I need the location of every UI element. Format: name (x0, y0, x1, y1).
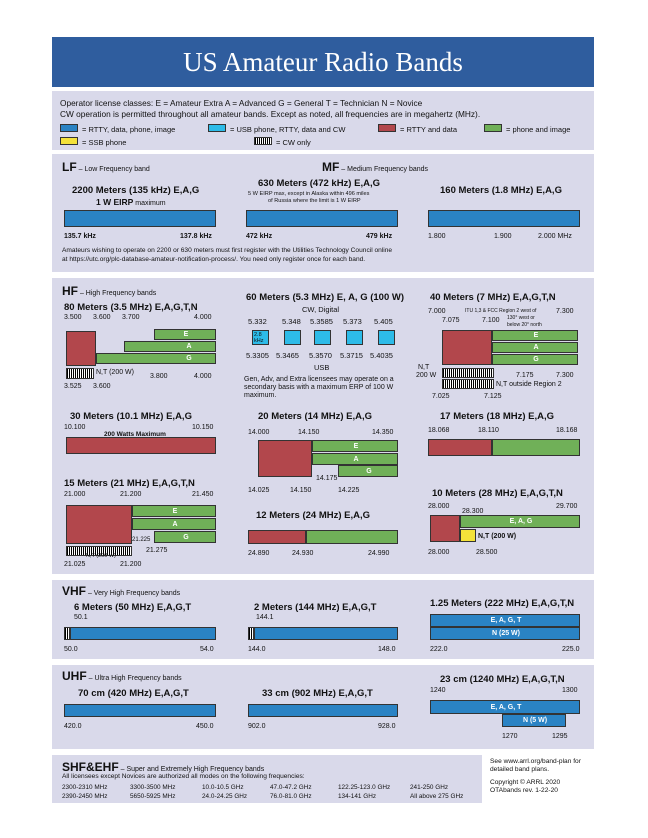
legend-swatch-blue (60, 124, 78, 132)
band-40m-segment (492, 330, 578, 341)
freq-label: 24.990 (368, 550, 390, 557)
band-2200m-title: 2200 Meters (135 kHz) E,A,G (72, 185, 200, 196)
cw-note-text: CW operation is permitted throughout all amateur bands. Except as noted, all frequencies are in megahertz (MHz). (60, 109, 481, 119)
band-60m-note: Gen, Adv, and Extra licensees may operate on a (244, 376, 394, 383)
freq-label: 14.150 (298, 429, 320, 436)
band-10m-segment (430, 515, 460, 542)
freq-label: 5.405 (374, 317, 393, 326)
band-40m-cw-segment (442, 379, 494, 389)
band-2200m-power-suffix: maximum (133, 200, 166, 207)
band-20m-segment (258, 440, 312, 477)
freq-label: 54.0 (200, 646, 214, 653)
freq-label: 7.175 (516, 372, 534, 379)
freq-label: 5.3570 (309, 351, 332, 360)
freq-label: 21.225 (132, 537, 151, 543)
band-60m-note: secondary basis with a maximum ERP of 100 W (244, 384, 394, 391)
freq-label: 14.175 (316, 475, 338, 482)
legend-swatch-hatch (254, 137, 272, 145)
band-23cm-novice: N (5 W) (522, 717, 548, 724)
freq-label: 1295 (552, 733, 568, 740)
class-letter: G (533, 356, 539, 363)
freq-label: 14.025 (248, 487, 270, 494)
freq-label: 18.168 (556, 427, 578, 434)
class-letter: A (533, 344, 539, 351)
freq-label: 21.200 (120, 491, 142, 498)
freq-label: 137.8 kHz (180, 233, 212, 240)
shf-freq: 3300-3500 MHz (130, 784, 176, 791)
shf-freq: 2390-2450 MHz (62, 793, 108, 800)
freq-label: 21.025 (64, 561, 86, 568)
band-6m-title: 6 Meters (50 MHz) E,A,G,T (74, 602, 192, 613)
freq-label: 144.1 (256, 614, 274, 621)
class-letter: A (172, 521, 178, 528)
band-40m-nt: N,T (418, 364, 430, 371)
band-60m-bandwidth: 2.8 kHz (254, 332, 264, 344)
freq-label: 3.700 (122, 314, 140, 321)
band-30m-title: 30 Meters (10.1 MHz) E,A,G (70, 411, 192, 422)
license-classes-text: Operator license classes: E = Amateur Extra A = Advanced G = General T = Technician N = Novice (60, 98, 423, 108)
vhf-desc: – Very High Frequency bands (86, 590, 181, 597)
band-80m-segment (66, 331, 96, 366)
legend-label: = RTTY and data (400, 125, 458, 134)
band-80m-cw-segment (66, 368, 94, 379)
band-15m-nt: N,T (200 W) (86, 553, 116, 559)
band-12m-title: 12 Meters (24 MHz) E,A,G (256, 510, 371, 521)
freq-label: 7.075 (442, 317, 460, 324)
freq-label: 7.300 (556, 372, 574, 379)
freq-label: 7.125 (484, 393, 502, 400)
uhf-heading (62, 669, 182, 683)
band-17m-segment (492, 439, 580, 456)
class-letter: G (186, 355, 192, 362)
freq-label: 3.525 (64, 383, 82, 390)
band-125m-segment (430, 627, 580, 640)
band-125m-segment (430, 614, 580, 627)
freq-label: 2.000 MHz (538, 233, 572, 240)
shf-freq: 122.25-123.0 GHz (338, 784, 391, 791)
band-33cm-bar (248, 704, 398, 717)
shf-freq: All above 275 GHz (410, 793, 464, 800)
mf-label: MF (322, 160, 340, 174)
freq-label: 21.275 (146, 547, 168, 554)
legend-label: = SSB phone (82, 138, 127, 147)
freq-label: 14.000 (248, 429, 270, 436)
freq-label: 21.450 (192, 491, 214, 498)
band-160m-title: 160 Meters (1.8 MHz) E,A,G (440, 185, 562, 196)
band-2200m-bar (64, 210, 216, 227)
freq-label: 21.200 (120, 561, 142, 568)
band-80m-segment (96, 353, 216, 364)
freq-label: 5.3585 (310, 317, 333, 326)
shf-freq: 5650-5925 MHz (130, 793, 176, 800)
band-23cm-segment (502, 714, 566, 727)
shf-freq: 24.0-24.25 GHz (202, 793, 248, 800)
freq-label: 3.800 (150, 373, 168, 380)
band-2m-bar (254, 627, 398, 640)
freq-label: 3.500 (64, 314, 82, 321)
freq-label: 928.0 (378, 723, 396, 730)
band-33cm-title: 33 cm (902 MHz) E,A,G,T (262, 688, 373, 699)
freq-label: 5.373 (343, 317, 362, 326)
class-letter: E (172, 508, 178, 515)
band-10m-segment (460, 515, 580, 528)
hf-heading (62, 284, 156, 298)
freq-label: 144.0 (248, 646, 266, 653)
shf-freq: 241-250 GHz (410, 784, 449, 791)
freq-label: 7.025 (432, 393, 450, 400)
legend-label: = CW only (276, 138, 311, 147)
freq-label: 5.348 (282, 317, 301, 326)
freq-label: 14.350 (372, 429, 394, 436)
freq-label: 28.000 (428, 549, 450, 556)
band-40m-itu-note: below 20° north (507, 322, 542, 328)
band-23cm-classes: E, A, G, T (490, 704, 522, 711)
band-40m-segment (492, 342, 578, 353)
band-23cm-segment (430, 700, 580, 714)
band-15m-segment (66, 505, 132, 544)
band-15m-segment (132, 518, 216, 530)
band-10m-title: 10 Meters (28 MHz) E,A,G,T,N (432, 488, 563, 499)
freq-label: 50.0 (64, 646, 78, 653)
band-12m-segment (248, 530, 306, 544)
band-30m-bar (66, 437, 216, 454)
freq-label: 902.0 (248, 723, 266, 730)
band-60m-channel (314, 330, 331, 345)
vhf-heading (62, 584, 180, 598)
legend-label: = phone and image (506, 125, 571, 134)
band-20m-segment (312, 440, 398, 452)
freq-label: 1.900 (494, 233, 512, 240)
shf-desc: – Super and Extremely High Frequency bands (118, 766, 265, 773)
band-40m-title: 40 Meters (7 MHz) E,A,G,T,N (430, 292, 556, 303)
shf-freq: 47.0-47.2 GHz (270, 784, 312, 791)
registration-note: at https://utc.org/plc-database-amateur-notification-process/. You need only register once for each band. (62, 256, 366, 263)
footer-revision: OTAbands rev. 1-22-20 (490, 787, 558, 794)
registration-note: Amateurs wishing to operate on 2200 or 630 meters must first register with the Utilities Technology Council online (62, 247, 393, 254)
shf-label: SHF&EHF (62, 760, 119, 774)
vhf-label: VHF (62, 584, 86, 598)
freq-label: 14.150 (290, 487, 312, 494)
freq-label: 1270 (502, 733, 518, 740)
band-60m-title: 60 Meters (5.3 MHz) E, A, G (100 W) (246, 292, 405, 303)
band-20m-title: 20 Meters (14 MHz) E,A,G (258, 411, 373, 422)
freq-label: 24.930 (292, 550, 314, 557)
shf-freq: 10.0-10.5 GHz (202, 784, 244, 791)
freq-label: 5.332 (248, 317, 267, 326)
legend-label: = USB phone, RTTY, data and CW (230, 125, 346, 134)
freq-label: 5.3305 (246, 351, 269, 360)
band-15m-segment (132, 505, 216, 517)
band-160m-bar (428, 210, 580, 227)
freq-label: 7.100 (482, 317, 500, 324)
freq-label: 50.1 (74, 614, 88, 621)
band-60m-cw: CW, Digital (302, 305, 340, 314)
band-40m-segment (492, 354, 578, 365)
band-80m-segment (124, 341, 216, 352)
band-2m-title: 2 Meters (144 MHz) E,A,G,T (254, 602, 377, 613)
band-630m-title: 630 Meters (472 kHz) E,A,G (258, 178, 380, 189)
page-title: US Amateur Radio Bands (52, 37, 594, 87)
freq-label: 1.800 (428, 233, 446, 240)
band-10m-nt: N,T (200 W) (478, 533, 517, 540)
band-60m-channel (346, 330, 363, 345)
class-letter: A (186, 343, 192, 350)
band-40m-itu-note: 130° west or (507, 315, 535, 321)
band-125m-title: 1.25 Meters (222 MHz) E,A,G,T,N (430, 598, 575, 609)
class-letter: E (353, 443, 359, 450)
freq-label: 148.0 (378, 646, 396, 653)
band-125m-novice: N (25 W) (492, 630, 520, 637)
band-10m-ssb-segment (460, 529, 476, 542)
freq-label: 29.700 (556, 503, 578, 510)
freq-label: 5.3465 (276, 351, 299, 360)
freq-label: 18.068 (428, 427, 450, 434)
legend-label: = RTTY, data, phone, image (82, 125, 176, 134)
freq-label: 472 kHz (246, 233, 273, 240)
freq-label: 4.000 (194, 373, 212, 380)
band-12m-segment (306, 530, 398, 544)
band-630m-bar (246, 210, 398, 227)
freq-label: 450.0 (196, 723, 214, 730)
class-letter: E (533, 332, 539, 339)
freq-label: 28.300 (462, 508, 484, 515)
band-40m-outside: N,T outside Region 2 (496, 381, 562, 388)
band-17m-title: 17 Meters (18 MHz) E,A,G (440, 411, 555, 422)
band-80m-segment (154, 329, 216, 340)
freq-label: 1300 (562, 687, 578, 694)
band-60m-channel (378, 330, 395, 345)
legend-swatch-cyan (208, 124, 226, 132)
band-40m-power: 200 W (416, 372, 437, 379)
band-10m-classes: E, A, G (509, 518, 533, 525)
freq-label: 4.000 (194, 314, 212, 321)
shf-freq: 2300-2310 MHz (62, 784, 108, 791)
band-60m-channel (284, 330, 301, 345)
freq-label: 3.600 (93, 314, 111, 321)
hf-desc: – High Frequency bands (78, 290, 157, 297)
freq-label: 135.7 kHz (64, 233, 96, 240)
class-letter: E (183, 331, 189, 338)
freq-label: 14.225 (338, 487, 360, 494)
freq-label: 3.600 (93, 383, 111, 390)
uhf-label: UHF (62, 669, 87, 683)
shf-freq: 76.0-81.0 GHz (270, 793, 312, 800)
freq-label: 420.0 (64, 723, 82, 730)
band-15m-title: 15 Meters (21 MHz) E,A,G,T,N (64, 478, 195, 489)
band-2200m-power (96, 197, 166, 207)
band-630m-note: 5 W EIRP max, except in Alaska within 496 miles (248, 191, 370, 197)
class-letter: A (353, 456, 359, 463)
shf-heading (62, 760, 264, 774)
freq-label: 24.890 (248, 550, 270, 557)
band-40m-cw-segment (442, 368, 494, 378)
band-23cm-title: 23 cm (1240 MHz) E,A,G,T,N (440, 674, 565, 685)
hf-label: HF (62, 284, 78, 298)
freq-label: 222.0 (430, 646, 448, 653)
shf-note: All licensees except Novices are authorized all modes on the following frequencies: (62, 773, 305, 780)
freq-label: 7.300 (556, 308, 574, 315)
freq-label: 479 kHz (366, 233, 393, 240)
band-125m-classes: E, A, G, T (490, 617, 522, 624)
freq-label: 18.110 (478, 427, 499, 434)
lf-heading (62, 160, 150, 174)
band-80m-title: 80 Meters (3.5 MHz) E,A,G,T,N (64, 302, 198, 313)
lf-desc: – Low Frequency band (76, 166, 150, 173)
uhf-desc: – Ultra High Frequency bands (86, 675, 182, 682)
footer-copyright: Copyright © ARRL 2020 (490, 779, 561, 786)
freq-label: 10.100 (64, 424, 86, 431)
band-70cm-title: 70 cm (420 MHz) E,A,G,T (78, 688, 189, 699)
lf-label: LF (62, 160, 77, 174)
band-60m-note: maximum. (244, 392, 277, 399)
band-70cm-bar (64, 704, 216, 717)
band-6m-bar (70, 627, 216, 640)
class-letter: G (366, 468, 372, 475)
freq-label: 5.3715 (340, 351, 363, 360)
freq-label: 5.4035 (370, 351, 393, 360)
band-630m-note: of Russia where the limit is 1 W EIRP (268, 198, 361, 204)
band-80m-nt: N,T (200 W) (96, 369, 134, 376)
freq-label: 28.500 (476, 549, 498, 556)
shf-freq: 134-141 GHz (338, 793, 377, 800)
band-20m-segment (312, 453, 398, 465)
mf-heading (322, 160, 428, 174)
band-20m-segment (338, 465, 398, 477)
freq-label: 7.000 (428, 308, 446, 315)
band-30m-power: 200 Watts Maximum (104, 431, 166, 438)
band-2200m-power-value: 1 W EIRP (96, 197, 134, 207)
band-40m-segment (442, 330, 492, 365)
legend-swatch-yellow (60, 137, 78, 145)
legend-swatch-green (484, 124, 502, 132)
freq-label: 28.000 (428, 503, 450, 510)
band-15m-segment (154, 531, 216, 543)
footer-text: detailed band plans. (490, 766, 550, 773)
mf-desc: – Medium Frequency bands (339, 166, 429, 173)
band-17m-segment (428, 439, 492, 456)
class-letter: G (183, 534, 189, 541)
freq-label: 1240 (430, 687, 446, 694)
freq-label: 225.0 (562, 646, 580, 653)
freq-label: 21.000 (64, 491, 86, 498)
footer-bandplan-link[interactable]: See www.arrl.org/band-plan for (490, 758, 581, 765)
freq-label: 10.150 (192, 424, 214, 431)
band-40m-itu-note: ITU 1,3 & FCC Region 2 west of (465, 308, 537, 314)
band-60m-usb: USB (314, 363, 330, 372)
legend-swatch-red (378, 124, 396, 132)
